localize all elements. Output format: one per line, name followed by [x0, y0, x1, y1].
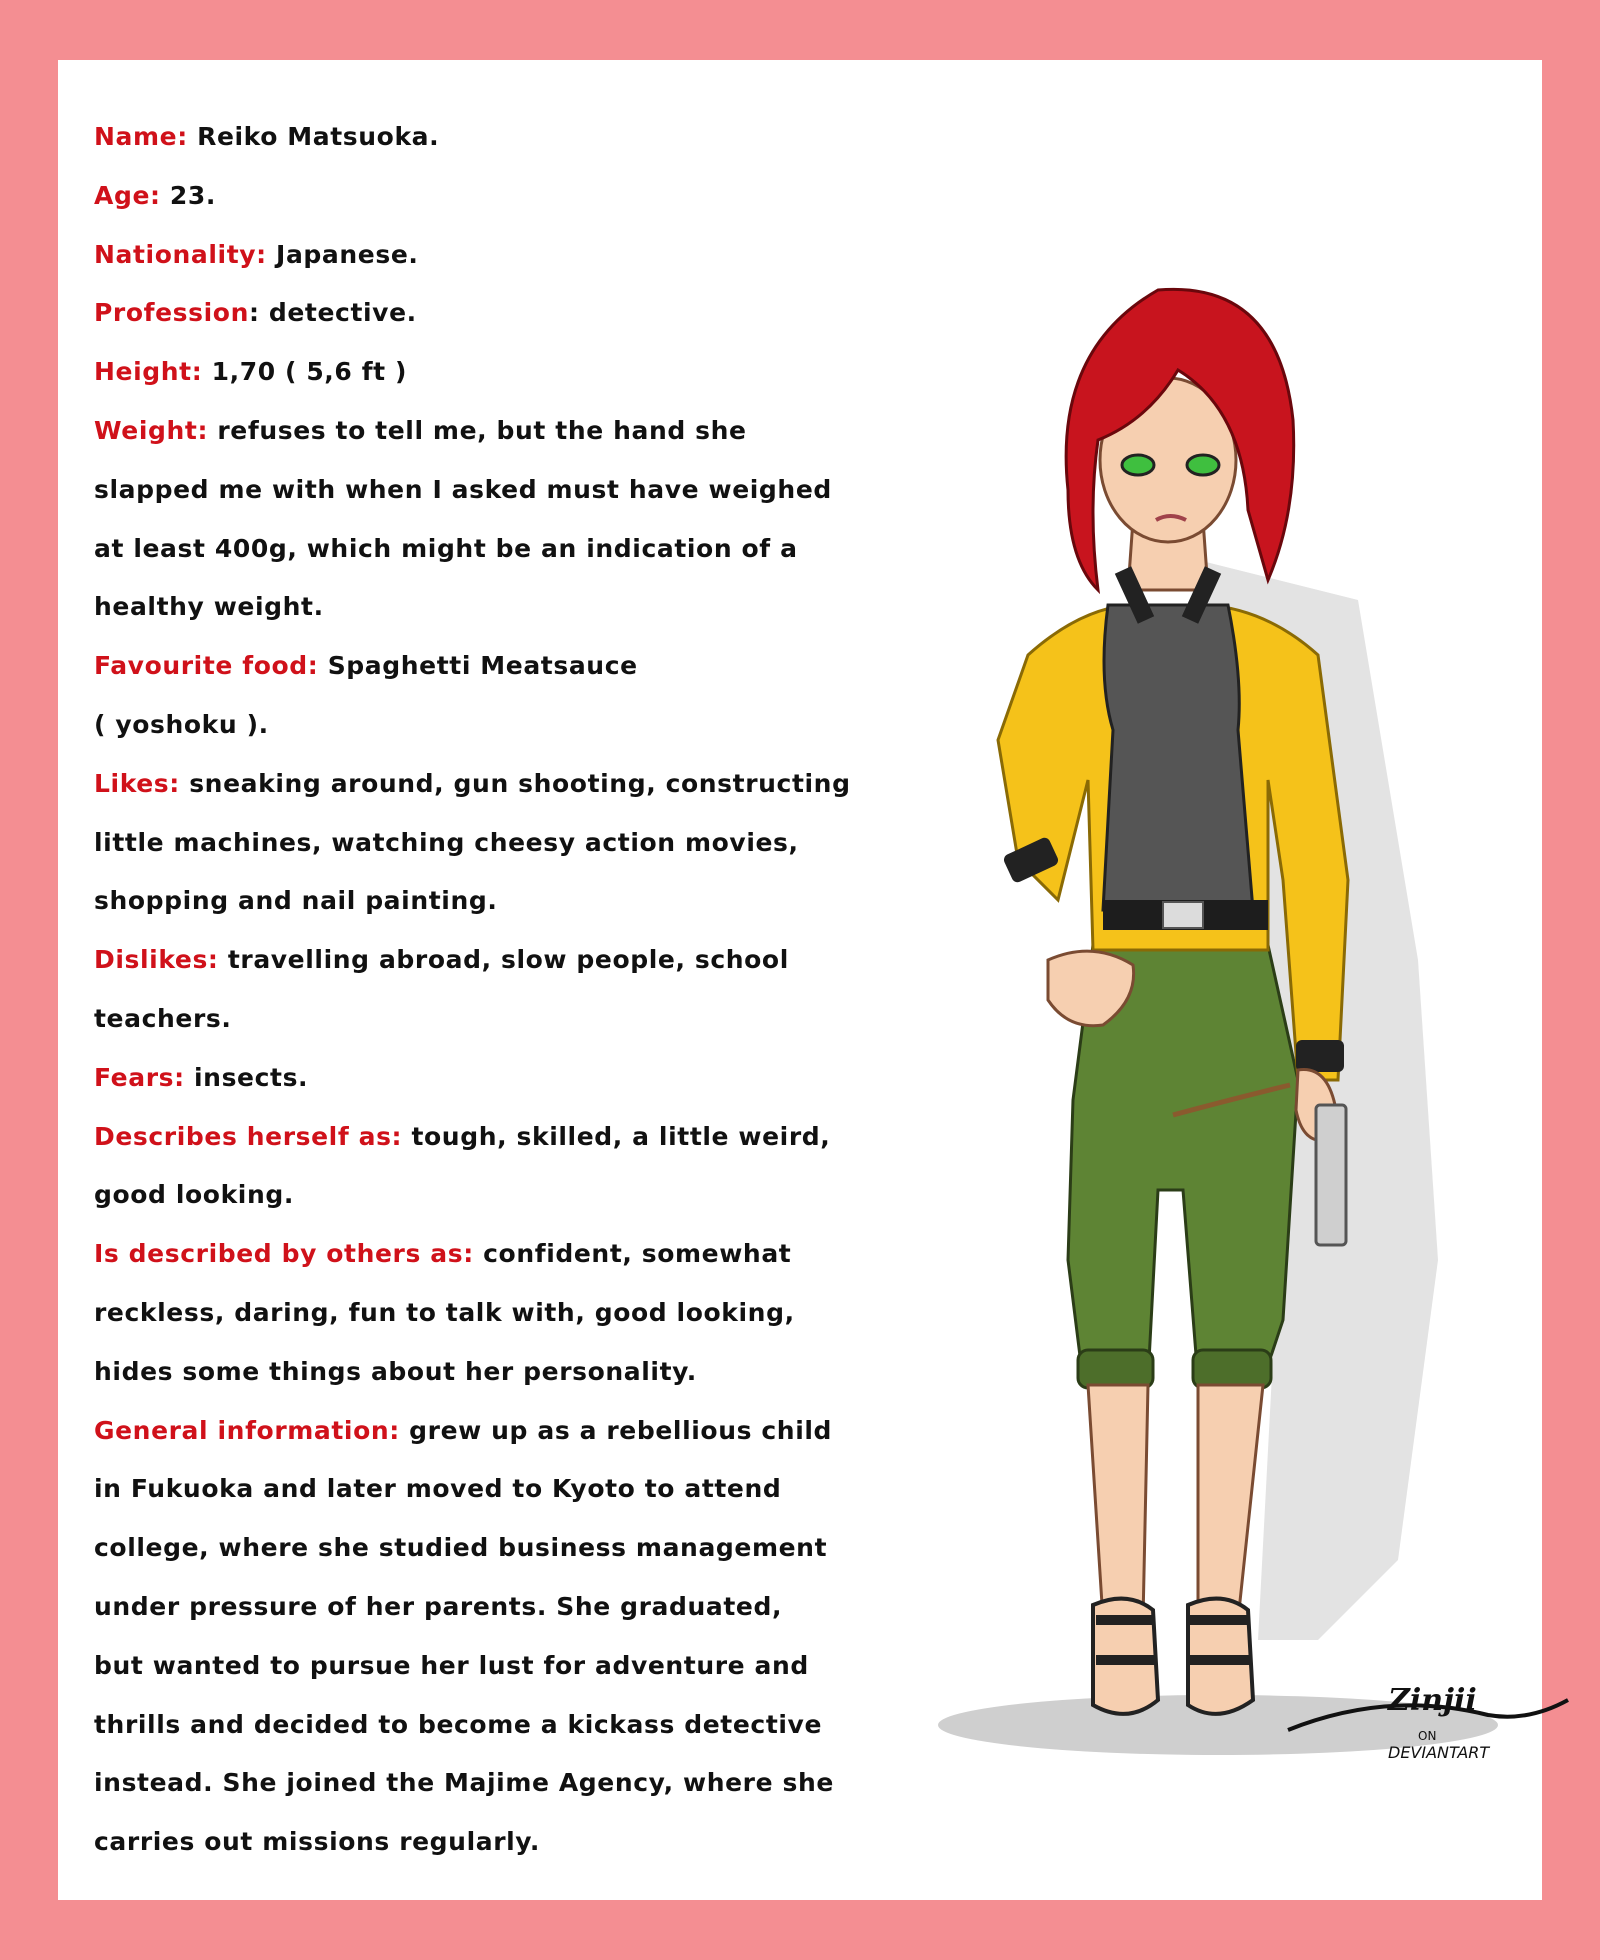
name-value: Reiko Matsuoka. [187, 122, 440, 151]
weight-text-line: at least 400g, which might be an indication of a [94, 533, 798, 563]
character-profile [94, 108, 954, 1872]
general-info-text: grew up as a rebellious child [399, 1415, 833, 1445]
general-info-line: thrills and decided to become a kickass detective [94, 1709, 823, 1739]
general-info-label: General information: [94, 1415, 400, 1445]
likes-line: little machines, watching cheesy action movies, [94, 827, 799, 857]
fears-label: Fears: [94, 1062, 185, 1092]
lower-legs [1088, 1385, 1263, 1620]
left-eye [1122, 455, 1154, 475]
weight-text: refuses to tell me, but the hand she [208, 415, 747, 445]
favourite-food-label: Favourite food: [94, 651, 319, 681]
jacket-cuff-right [1296, 1040, 1344, 1072]
profile-weight-row [94, 402, 954, 461]
profile-name-row [94, 108, 954, 167]
profile-likes-row [94, 755, 954, 814]
describes-herself-label: Describes herself as: [94, 1121, 403, 1151]
profile-profession-row [94, 284, 954, 343]
described-by-others-label: Is described by others as: [94, 1239, 474, 1269]
height-value: 1,70 ( 5,6 ft ) [202, 357, 408, 387]
signature-on: ON [1418, 1729, 1437, 1743]
tank-top [1103, 605, 1253, 910]
fears-value: insects. [184, 1062, 309, 1092]
age-value: 23. [160, 180, 217, 210]
handgun [1316, 1105, 1346, 1245]
profile-height-row [94, 343, 954, 402]
weight-text-line: healthy weight. [94, 592, 324, 622]
profile-dislikes-row [94, 931, 954, 990]
dislikes-line: teachers. [94, 1003, 232, 1033]
profession-value: : detective. [248, 298, 417, 328]
profile-general-info-row [94, 1402, 954, 1461]
general-info-line: instead. She joined the Majime Agency, where she [94, 1768, 834, 1798]
weight-label: Weight: [94, 415, 209, 445]
favourite-food-line: ( yoshoku ). [94, 709, 269, 739]
right-eye [1187, 455, 1219, 475]
general-info-line: carries out missions regularly. [94, 1827, 541, 1857]
artist-signature [1268, 1660, 1588, 1780]
profile-describes-herself-row [94, 1108, 954, 1167]
profile-age-row [94, 167, 954, 226]
pant-cuff-right [1193, 1350, 1271, 1388]
general-info-line: college, where she studied business management [94, 1533, 828, 1563]
describes-herself-text: tough, skilled, a little weird, [402, 1121, 831, 1151]
belt-buckle [1163, 902, 1203, 928]
profile-food-row [94, 637, 954, 696]
profession-label: Profession [94, 298, 249, 328]
dislikes-label: Dislikes: [94, 945, 219, 975]
profile-card [58, 60, 1542, 1900]
general-info-line: under pressure of her parents. She graduated, [94, 1591, 783, 1621]
nationality-value: Japanese. [266, 239, 419, 269]
pant-cuff-left [1078, 1350, 1153, 1388]
profile-nationality-row [94, 226, 954, 285]
name-label: Name: [94, 122, 188, 151]
describes-herself-line: good looking. [94, 1180, 294, 1210]
likes-label: Likes: [94, 768, 180, 798]
nationality-label: Nationality: [94, 239, 267, 269]
described-by-others-text: confident, somewhat [473, 1239, 792, 1269]
described-by-others-line: hides some things about her personality. [94, 1356, 697, 1386]
described-by-others-line: reckless, daring, fun to talk with, good looking, [94, 1297, 795, 1327]
general-info-line: in Fukuoka and later moved to Kyoto to attend [94, 1474, 782, 1504]
signature-name: Zinjii [1388, 1683, 1477, 1718]
character-illustration [898, 260, 1538, 1820]
likes-text: sneaking around, gun shooting, constructing [179, 768, 851, 798]
general-info-line: but wanted to pursue her lust for adventure and [94, 1650, 809, 1680]
favourite-food-text: Spaghetti Meatsauce [318, 651, 638, 681]
dislikes-text: travelling abroad, slow people, school [218, 945, 789, 975]
height-label: Height: [94, 357, 203, 387]
profile-fears-row [94, 1049, 954, 1108]
profile-described-by-others-row [94, 1225, 954, 1284]
signature-site: DEVIANTART [1388, 1743, 1490, 1762]
age-label: Age: [94, 180, 161, 210]
likes-line: shopping and nail painting. [94, 886, 498, 916]
weight-text-line: slapped me with when I asked must have weighed [94, 474, 832, 504]
